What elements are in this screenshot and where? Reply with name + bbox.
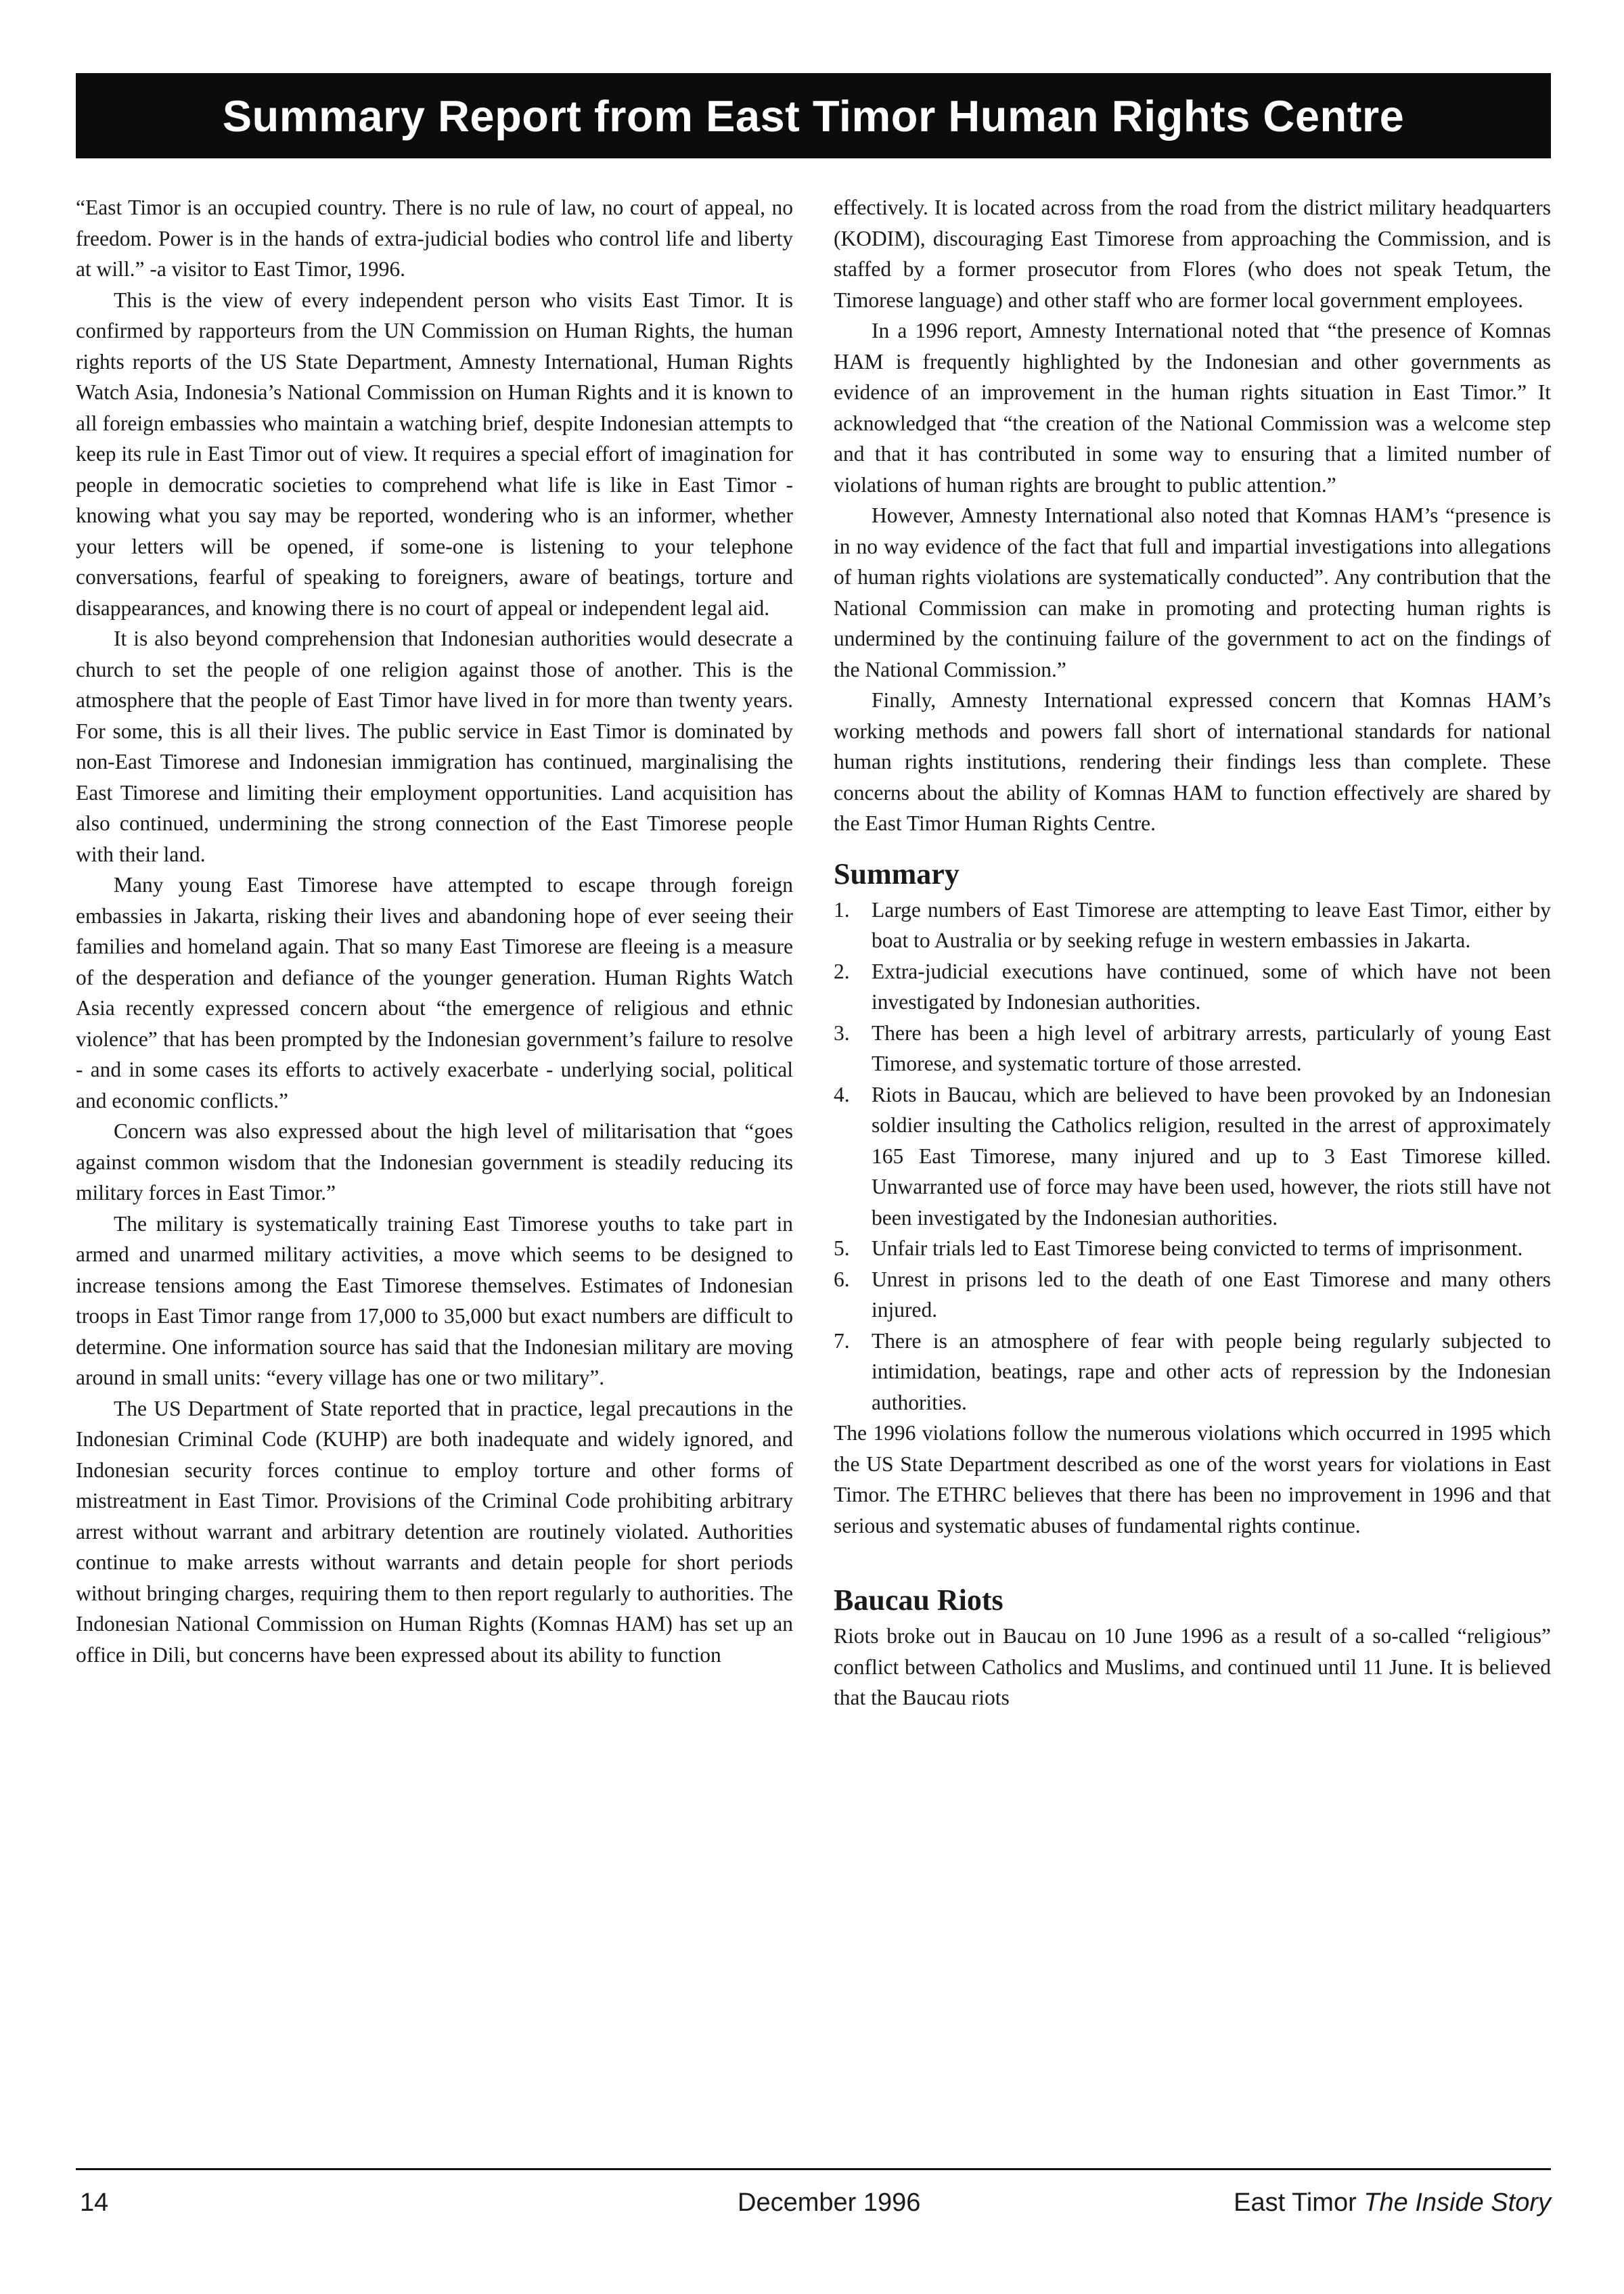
- summary-item-number: 1.: [834, 897, 850, 922]
- summary-item-number: 5.: [834, 1236, 850, 1260]
- baucau-riots-heading: Baucau Riots: [834, 1583, 1003, 1617]
- summary-item-number: 4.: [834, 1082, 850, 1106]
- body-paragraph: However, Amnesty International also noted that Komnas HAM’s “presence is in no way evidence of the fact that full and impartial investigations into allegations of human rights violations are systematically conducted”. Any contribution that the National Commission can make in promoting and protecting human rights is undermined by the continuing failure of the government to act on the findings of the National Commission.”: [834, 503, 1551, 681]
- summary-item-number: 6.: [834, 1267, 850, 1291]
- summary-item: [834, 956, 1551, 1018]
- footer-rule: [76, 2168, 1551, 2170]
- body-paragraph: The military is systematically training East Timorese youths to take part in armed and unarmed military activities, a move which seems to be designed to increase tensions among the East Timorese themselves. Estimates of Indonesian troops in East Timor range from 17,000 to 35,000 but exact numbers are difficult to determine. One information source has said that the Indonesian military are moving around in small units: “every village has one or two military”.: [76, 1211, 793, 1389]
- title-banner: [76, 73, 1551, 158]
- body-paragraph: Concern was also expressed about the high level of militarisation that “goes against common wisdom that the Indonesian government is steadily reducing its military forces in East Timor.”: [76, 1119, 793, 1205]
- summary-item-number: 7.: [834, 1328, 850, 1353]
- body-paragraph: In a 1996 report, Amnesty International noted that “the presence of Komnas HAM is frequently highlighted by the Indonesian and other governments as evidence of an improvement in the human rights situation in East Timor.” It acknowledged that “the creation of the National Commission was a welcome step and that it has contributed in some way to ensuring that a limited number of violations of human rights are brought to public attention.”: [834, 319, 1551, 497]
- body-paragraph: The US Department of State reported that in practice, legal precautions in the Indonesian Criminal Code (KUHP) are both inadequate and widely ignored, and Indonesian security forces continue to employ torture and other forms of mistreatment in East Timor. Provisions of the Criminal Code prohibiting arbitrary arrest without warrant and arbitrary detention are routinely violated. Authorities continue to make arrests without warrants and detain people for short periods without bringing charges, requiring them to then report regularly to authorities. The Indonesian National Commission on Human Rights (Komnas HAM) has set up an office in Dili, but concerns have been expressed about its ability to function: [76, 1396, 793, 1667]
- summary-item: [834, 1326, 1551, 1418]
- baucau-riots-paragraph: Riots broke out in Baucau on 10 June 1996 as a result of a so-called “religious” conflict between Catholics and Muslims, and continued until 11 June. It is believed that the Baucau riots: [834, 1624, 1551, 1709]
- body-paragraph: Finally, Amnesty International expressed concern that Komnas HAM’s working methods and powers fall short of international standards for national human rights institutions, rendering their findings less than complete. These concerns about the ability of Komnas HAM to function effectively are shared by the East Timor Human Rights Centre.: [834, 688, 1551, 835]
- summary-list: [834, 895, 1551, 1418]
- summary-item-text: There is an atmosphere of fear with people being regularly subjected to intimidation, beatings, rape and other acts of repression by the Indonesian authorities.: [872, 1328, 1551, 1414]
- page-title: Summary Report from East Timor Human Rights Centre: [222, 91, 1405, 141]
- summary-item-number: 2.: [834, 959, 850, 983]
- right-column: [834, 192, 1551, 2148]
- body-paragraph: It is also beyond comprehension that Indonesian authorities would desecrate a church to set the people of one religion against those of another. This is the atmosphere that the people of East Timor have lived in for more than twenty years. For some, this is all their lives. The public service in East Timor is dominated by non-East Timorese and Indonesian immigration has continued, marginalising the East Timorese and limiting their employment opportunities. Land acquisition has also continued, undermining the strong connection of the East Timorese people with their land.: [76, 627, 793, 866]
- publication-name-prefix: East Timor: [1234, 2188, 1364, 2217]
- body-paragraph: This is the view of every independent person who visits East Timor. It is confirmed by rapporteurs from the UN Commission on Human Rights, the human rights reports of the US State Department, Amnesty International, Human Rights Watch Asia, Indonesia’s National Commission on Human Rights and it is known to all foreign embassies who maintain a watching brief, despite Indonesian attempts to keep its rule in East Timor out of view. It requires a special effort of imagination for people in democratic societies to comprehend what life is like in East Timor - knowing what you say may be reported, wondering who is an informer, whether your letters will be opened, if some-one is listening to your telephone conversations, fearful of speaking to foreigners, aware of beatings, torture and disappearances, and knowing there is no court of appeal or independent legal aid.: [76, 288, 793, 620]
- summary-item-text: Unrest in prisons led to the death of one East Timorese and many others injured.: [872, 1267, 1551, 1322]
- body-paragraph: effectively. It is located across from the road from the district military headquarters (KODIM), discouraging East Timorese from approaching the Commission, and is staffed by a former prosecutor from Flores (who does not speak Tetum, the Timorese language) and other staff who are former local government employees.: [834, 196, 1551, 312]
- summary-item-text: Unfair trials led to East Timorese being convicted to terms of imprisonment.: [872, 1236, 1523, 1260]
- publication-name-italic: The Inside Story: [1363, 2188, 1551, 2217]
- left-column: [76, 192, 793, 2148]
- summary-item: [834, 1233, 1551, 1264]
- summary-item: [834, 1079, 1551, 1234]
- summary-item-text: Riots in Baucau, which are believed to have been provoked by an Indonesian soldier insulting the Catholics religion, resulted in the arrest of approximately 165 East Timorese, many injured and up to 3 East Timorese killed. Unwarranted use of force may have been used, however, the riots still have not been investigated by the Indonesian authorities.: [872, 1082, 1551, 1230]
- summary-item-number: 3.: [834, 1020, 850, 1045]
- summary-item: [834, 895, 1551, 956]
- summary-item-text: Large numbers of East Timorese are attempting to leave East Timor, either by boat to Australia or by seeking refuge in western embassies in Jakarta.: [872, 897, 1551, 952]
- publication-name: [1234, 2187, 1551, 2218]
- body-paragraph: Many young East Timorese have attempted to escape through foreign embassies in Jakarta, risking their lives and abandoning hope of ever seeing their families and homeland again. That so many East Timorese are fleeing is a measure of the desperation and defiance of the younger generation. Human Rights Watch Asia recently expressed concern about “the emergence of religious and ethnic violence” that has been prompted by the Indonesian government’s failure to resolve - and in some cases its efforts to actively exacerbate - underlying social, political and economic conflicts.”: [76, 873, 793, 1112]
- summary-item: [834, 1018, 1551, 1079]
- summary-item-text: There has been a high level of arbitrary arrests, particularly of young East Timorese, and systematic torture of those arrested.: [872, 1020, 1551, 1075]
- summary-item: [834, 1264, 1551, 1326]
- summary-heading: Summary: [834, 857, 960, 891]
- summary-item-text: Extra-judicial executions have continued, some of which have not been investigated by Indonesian authorities.: [872, 959, 1551, 1014]
- page-number: 14: [80, 2188, 109, 2217]
- summary-closing-paragraph: The 1996 violations follow the numerous violations which occurred in 1995 which the US State Department described as one of the worst years for violations in East Timor. The ETHRC believes that there has been no improvement in 1996 and that serious and systematic abuses of fundamental rights continue.: [834, 1421, 1551, 1537]
- opening-quote-paragraph: “East Timor is an occupied country. There is no rule of law, no court of appeal, no freedom. Power is in the hands of extra-judicial bodies who control life and liberty at will.” -a visitor to East Timor, 1996.: [76, 196, 793, 281]
- issue-date: December 1996: [738, 2188, 921, 2217]
